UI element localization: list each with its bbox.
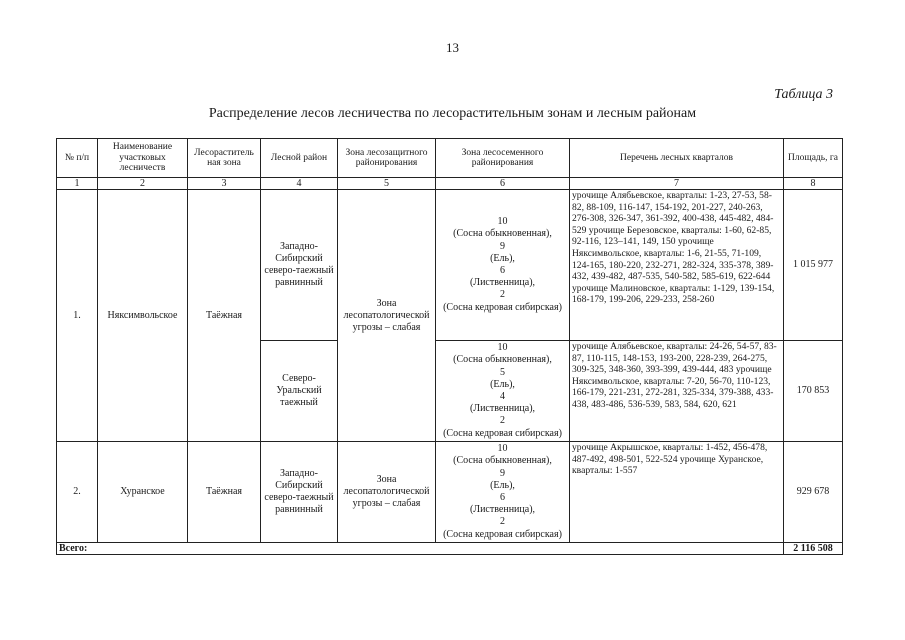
forestry-name: Няксимвольское xyxy=(98,190,188,442)
header-cell: Лесной район xyxy=(261,139,338,178)
forestry-name: Хуранское xyxy=(98,442,188,543)
forest-distribution-table xyxy=(56,138,843,555)
seed-zone: 10 (Сосна обыкновенная), 9 (Ель), 6 (Лиственница), 2 (Сосна кедровая сибирская) xyxy=(436,190,570,341)
column-number: 4 xyxy=(261,178,338,190)
row-number: 2. xyxy=(57,442,98,543)
column-number: 1 xyxy=(57,178,98,190)
seed-zone: 10 (Сосна обыкновенная), 5 (Ель), 4 (Лиственница), 2 (Сосна кедровая сибирская) xyxy=(436,341,570,442)
forest-district: Западно-Сибирский северо-таежный равнинный xyxy=(261,442,338,543)
area-value: 1 015 977 xyxy=(784,190,843,341)
header-cell: Площадь, га xyxy=(784,139,843,178)
forest-quarters: урочище Алябьевское, кварталы: 24-26, 54-57, 83-87, 110-115, 148-153, 193-200, 228-239, 264-275, 309-325, 348-360, 393-399, 439-444, 483 урочище Няксимвольское, кварталы: 7-20, 56-70, 110-123, 166-179, 221-231, 272-281, 325-334, 379-388, 433-438, 483-486, 536-539, 583, 584, 620, 621 xyxy=(570,341,784,442)
header-cell: Лесораститель ная зона xyxy=(188,139,261,178)
forest-district: Западно-Сибирский северо-таежный равнинный xyxy=(261,190,338,341)
column-number: 2 xyxy=(98,178,188,190)
area-value: 929 678 xyxy=(784,442,843,543)
header-cell: № п/п xyxy=(57,139,98,178)
row-number: 1. xyxy=(57,190,98,442)
total-label: Всего: xyxy=(57,543,784,555)
area-value: 170 853 xyxy=(784,341,843,442)
forest-quarters: урочище Алябьевское, кварталы: 1-23, 27-53, 58-82, 88-109, 116-147, 154-192, 201-227, 240-263, 276-308, 326-347, 361-392, 400-438, 445-482, 484-529 урочище Березовское, кварталы: 1-60, 62-85, 92-116, 123–141, 149, 150 урочище Няксимвольское, кварталы: 1-6, 21-55, 71-109, 124-165, 180-220, 232-271, 282-324, 335-378, 389-432, 439-482, 487-535, 540-582, 585-619, 622-644 урочище Малиновское, кварталы: 1-129, 139-154, 168-179, 199-206, 229-233, 258-260 xyxy=(570,190,784,341)
total-row xyxy=(57,543,843,555)
column-number: 3 xyxy=(188,178,261,190)
column-number: 7 xyxy=(570,178,784,190)
column-number: 5 xyxy=(338,178,436,190)
header-cell: Зона лесосеменного районирования xyxy=(436,139,570,178)
vegetation-zone: Таёжная xyxy=(188,442,261,543)
column-number-row xyxy=(57,178,843,190)
table-row xyxy=(57,442,843,543)
header-row xyxy=(57,139,843,178)
forest-district: Северо-Уральский таежный xyxy=(261,341,338,442)
protection-zone: Зона лесопатологической угрозы – слабая xyxy=(338,190,436,442)
seed-zone: 10 (Сосна обыкновенная), 9 (Ель), 6 (Лиственница), 2 (Сосна кедровая сибирская) xyxy=(436,442,570,543)
vegetation-zone: Таёжная xyxy=(188,190,261,442)
total-value: 2 116 508 xyxy=(784,543,843,555)
page-number: 13 xyxy=(446,40,459,55)
column-number: 8 xyxy=(784,178,843,190)
column-number: 6 xyxy=(436,178,570,190)
header-cell: Перечень лесных кварталов xyxy=(570,139,784,178)
protection-zone: Зона лесопатологической угрозы – слабая xyxy=(338,442,436,543)
document-title: Распределение лесов лесничества по лесорастительным зонам и лесным районам xyxy=(208,106,697,121)
header-cell: Зона лесозащитного районирования xyxy=(338,139,436,178)
header-cell: Наименование участковых лесничеств xyxy=(98,139,188,178)
forest-quarters: урочище Акрышское, кварталы: 1-452, 456-478, 487-492, 498-501, 522-524 урочище Хуранское, кварталы: 1-557 xyxy=(570,442,784,543)
table-row xyxy=(57,190,843,341)
table-label: Таблица 3 xyxy=(774,87,833,102)
